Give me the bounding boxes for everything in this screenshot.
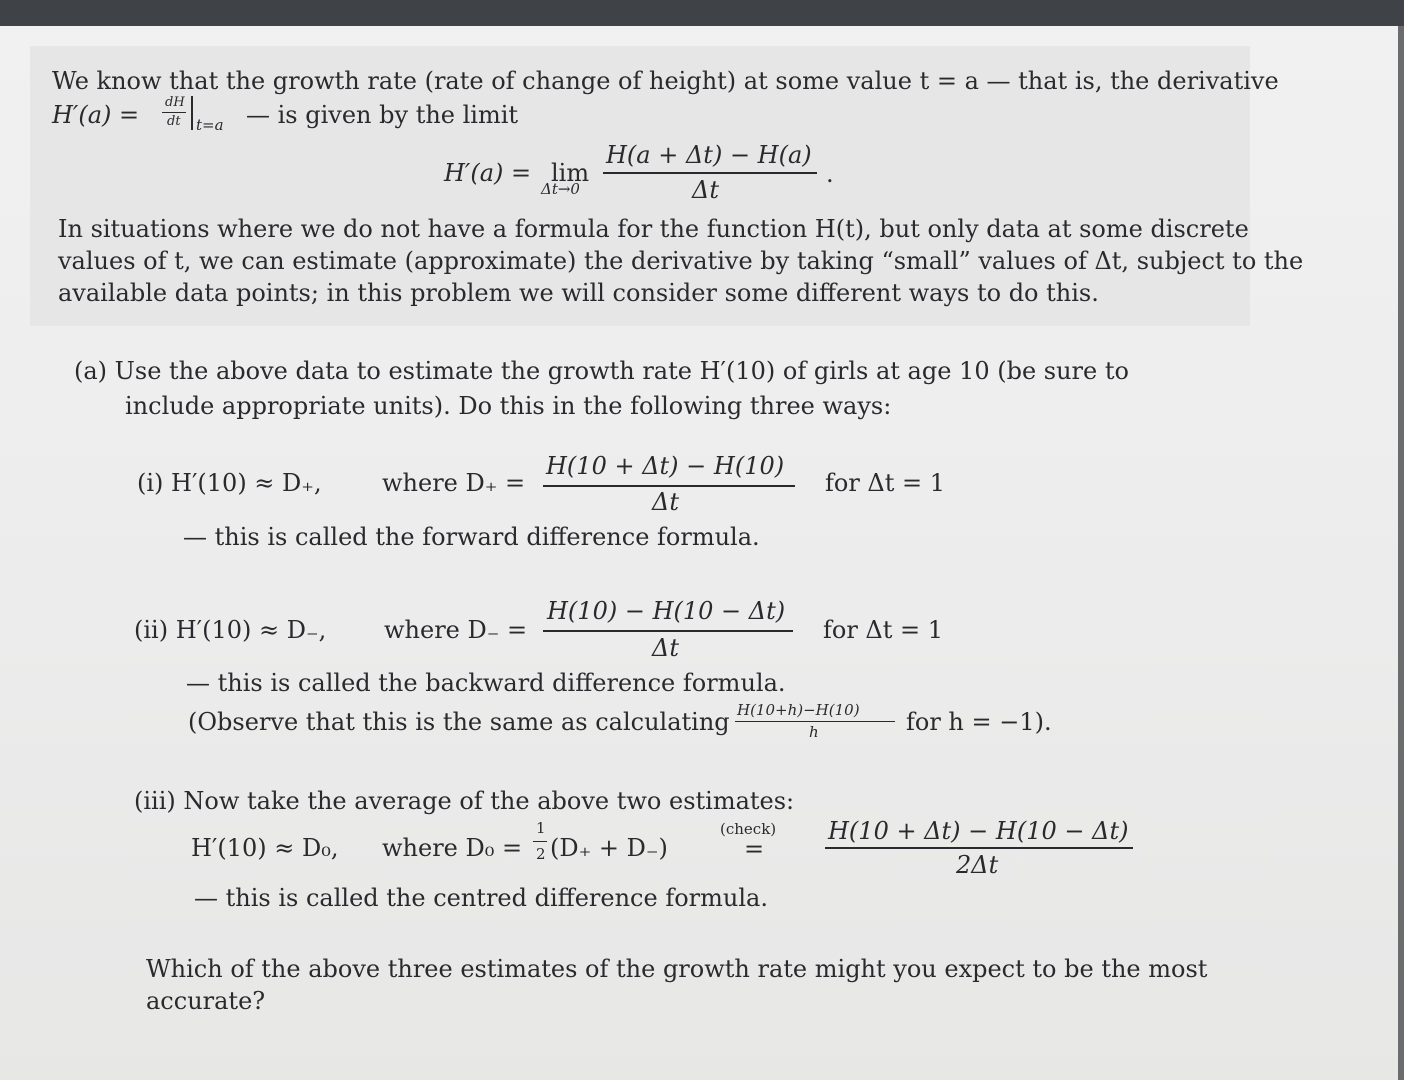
half-fraction-bar: [533, 841, 547, 842]
observe-fraction-bar: [735, 721, 895, 722]
dt-denominator: dt: [167, 114, 181, 129]
forward-fraction-bar: [543, 485, 795, 487]
lim-operator: lim: [551, 159, 590, 187]
lim-subscript: Δt→0: [541, 180, 580, 198]
forward-condition: for Δt = 1: [825, 469, 946, 497]
forward-description: — this is called the forward difference formula.: [183, 523, 760, 551]
part-a-line2: include appropriate units). Do this in the following three ways:: [125, 392, 892, 420]
evaluated-at-label: t=a: [196, 116, 224, 134]
centred-lhs: H′(10) ≈ D₀,: [191, 834, 339, 862]
document-page: [0, 26, 1404, 1080]
backward-denominator: Δt: [652, 634, 679, 662]
limit-denominator: Δt: [692, 176, 719, 204]
intro-para-line3: available data points; in this problem we will consider some different ways to do this.: [58, 279, 1099, 307]
part-a-line1: (a) Use the above data to estimate the growth rate H′(10) of girls at age 10 (be sure to: [74, 357, 1129, 385]
backward-condition: for Δt = 1: [823, 616, 944, 644]
forward-where: where D₊ =: [382, 469, 526, 497]
centred-where: where D₀ =: [382, 834, 523, 862]
limit-fraction-bar: [603, 172, 817, 174]
backward-lhs: (ii) H′(10) ≈ D₋,: [134, 616, 327, 644]
limit-lhs: H′(a) =: [444, 159, 532, 187]
check-label: (check): [720, 820, 777, 838]
backward-where: where D₋ =: [384, 616, 528, 644]
intro-para-line1: In situations where we do not have a formula for the function H(t), but only data at some discrete: [58, 215, 1249, 243]
backward-description: — this is called the backward difference formula.: [186, 669, 786, 697]
observe-denominator: h: [809, 723, 819, 741]
forward-numerator: H(10 + Δt) − H(10): [546, 452, 785, 480]
dH-numerator: dH: [165, 95, 185, 110]
observe-condition: for h = −1).: [906, 708, 1052, 736]
backward-observe-text: (Observe that this is the same as calculating: [188, 708, 730, 736]
evaluation-bar: [191, 96, 193, 130]
half-numerator: 1: [536, 819, 546, 837]
question-line2: accurate?: [146, 987, 266, 1015]
check-equals: =: [744, 835, 765, 863]
question-line1: Which of the above three estimates of the growth rate might you expect to be the most: [146, 955, 1208, 983]
backward-fraction-bar: [543, 630, 793, 632]
limit-period: .: [826, 160, 834, 188]
derivative-lhs: H′(a) =: [52, 101, 140, 129]
intro-para-line2: values of t, we can estimate (approximate) the derivative by taking “small” values of Δt, subject to the: [58, 247, 1304, 275]
observe-numerator: H(10+h)−H(10): [737, 701, 860, 719]
centred-average-expression: (D₊ + D₋): [550, 834, 668, 862]
forward-lhs: (i) H′(10) ≈ D₊,: [137, 469, 322, 497]
limit-numerator: H(a + Δt) − H(a): [606, 141, 812, 169]
intro-line2-rest: — is given by the limit: [246, 101, 519, 129]
centred-intro: (iii) Now take the average of the above two estimates:: [134, 787, 795, 815]
forward-denominator: Δt: [652, 488, 679, 516]
centred-denominator: 2Δt: [956, 851, 999, 879]
dH-dt-fraction-bar: [162, 112, 186, 113]
backward-numerator: H(10) − H(10 − Δt): [547, 597, 786, 625]
centred-numerator: H(10 + Δt) − H(10 − Δt): [828, 817, 1129, 845]
half-denominator: 2: [536, 845, 546, 863]
centred-description: — this is called the centred difference formula.: [194, 884, 768, 912]
centred-fraction-bar: [825, 847, 1133, 849]
intro-line1: We know that the growth rate (rate of change of height) at some value t = a — that is, the derivative: [52, 67, 1279, 95]
